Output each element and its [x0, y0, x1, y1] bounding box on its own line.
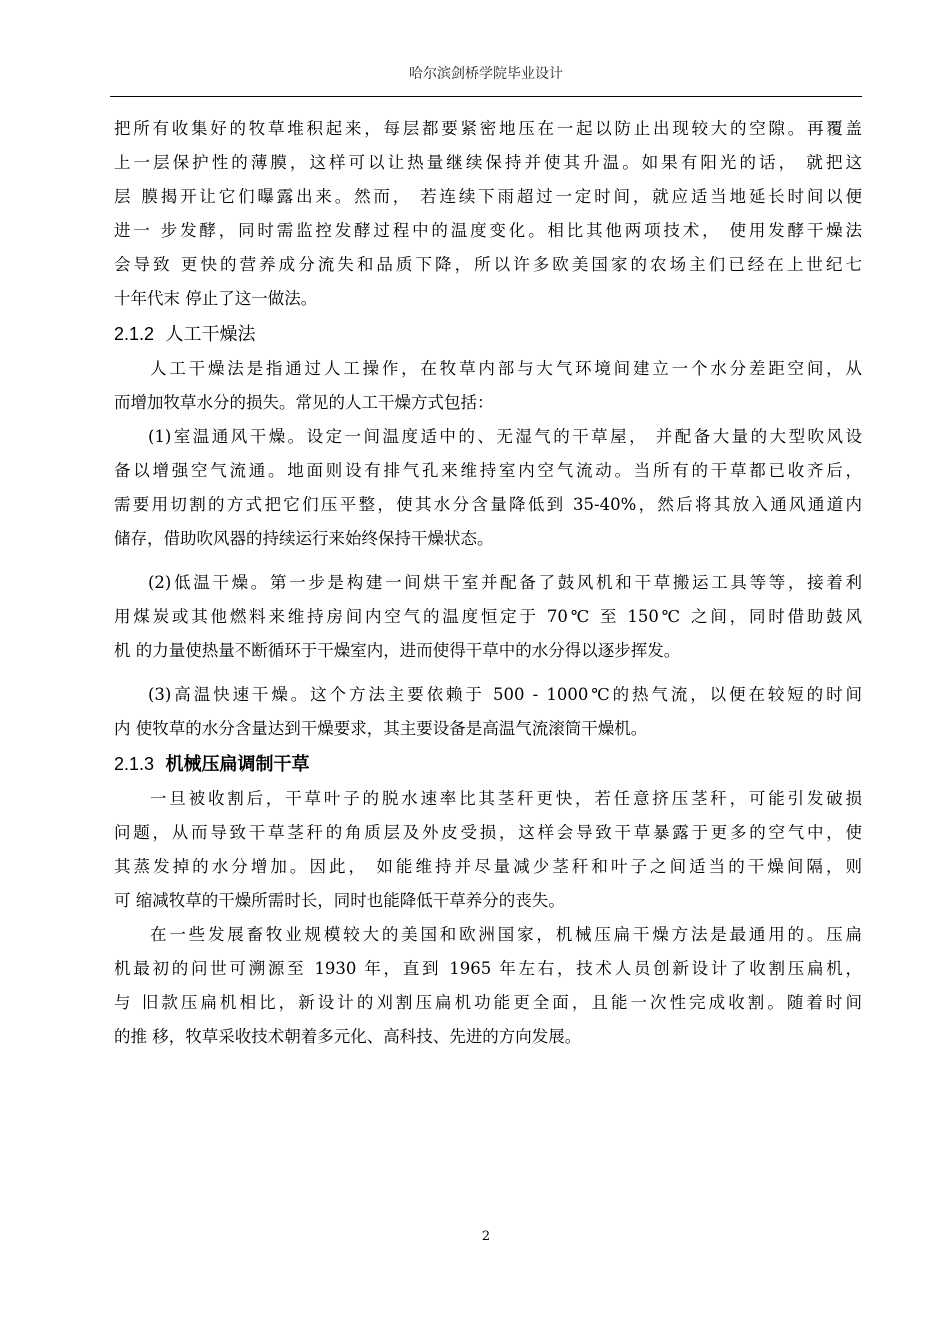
text-line: (3)高温快速干燥。这个方法主要依赖于 500 - 1000℃的热气流，以便在较短的时间 [148, 685, 862, 704]
section-title: 人工干燥法 [165, 324, 256, 345]
list-item-high-temperature [114, 678, 862, 746]
paragraph-crusher-history [114, 918, 862, 1054]
document-body [114, 112, 862, 1054]
page-header: 哈尔滨剑桥学院毕业设计 [409, 66, 563, 82]
text-line: 的推 移，牧草采收技术朝着多元化、高科技、先进的方向发展。 [114, 1027, 582, 1046]
text-line: 备以增强空气流通。地面则设有排气孔来维持室内空气流动。当所有的干草都已收齐后， [114, 461, 862, 480]
text-line: 上一层保护性的薄膜，这样可以让热量继续保持并使其升温。如果有阳光的话， 就把这 [114, 153, 862, 172]
text-line: 层 膜揭开让它们曝露出来。然而， 若连续下雨超过一定时间，就应适当地延长时间以便 [114, 187, 862, 206]
paragraph-fermentation-drying [114, 112, 862, 316]
paragraph-spacer [114, 556, 862, 566]
text-line: 内 使牧草的水分含量达到干燥要求，其主要设备是高温气流滚筒干燥机。 [114, 719, 648, 738]
text-line: 问题，从而导致干草茎秆的角质层及外皮受损，这样会导致干草暴露于更多的空气中，使 [114, 823, 862, 842]
text-line: 需要用切割的方式把它们压平整，使其水分含量降低到 35-40%，然后将其放入通风通道内 [114, 495, 862, 514]
text-line: 可 缩减牧草的干燥所需时长，同时也能降低干草养分的丧失。 [114, 891, 565, 910]
text-line: 机最初的问世可溯源至 1930 年，直到 1965 年左右，技术人员创新设计了收割压扁机， [114, 959, 862, 978]
text-line: (2)低温干燥。第一步是构建一间烘干室并配备了鼓风机和干草搬运工具等等，接着利 [148, 573, 862, 592]
text-line: 在一些发展畜牧业规模较大的美国和欧洲国家，机械压扁干燥方法是最通用的。压扁 [150, 925, 862, 944]
text-line: 人工干燥法是指通过人工操作，在牧草内部与大气环境间建立一个水分差距空间，从 [150, 359, 862, 378]
section-heading-2-1-2 [114, 316, 862, 352]
text-line: 进一 步发酵，同时需监控发酵过程中的温度变化。相比其他两项技术， 使用发酵干燥法 [114, 221, 862, 240]
paragraph-artificial-drying-intro [114, 352, 862, 420]
section-number: 2.1.2 [114, 324, 155, 344]
section-title: 机械压扁调制干草 [165, 754, 310, 775]
paragraph-mechanical-crushing [114, 782, 862, 918]
list-item-low-temperature [114, 566, 862, 668]
text-line: 把所有收集好的牧草堆积起来，每层都要紧密地压在一起以防止出现较大的空隙。再覆盖 [114, 119, 862, 138]
list-item-room-ventilation [114, 420, 862, 556]
text-line: 会导致 更快的营养成分流失和品质下降，所以许多欧美国家的农场主们已经在上世纪七 [114, 255, 862, 274]
text-line: 与 旧款压扁机相比，新设计的刈割压扁机功能更全面，且能一次性完成收割。随着时间 [114, 993, 862, 1012]
text-line: 储存，借助吹风器的持续运行来始终保持干燥状态。 [114, 529, 494, 548]
header-divider [110, 96, 862, 97]
text-line: 十年代末 停止了这一做法。 [114, 289, 318, 308]
text-line: 一旦被收割后，干草叶子的脱水速率比其茎秆更快，若任意挤压茎秆，可能引发破损 [150, 789, 862, 808]
text-line: 其蒸发掉的水分增加。因此， 如能维持并尽量减少茎秆和叶子之间适当的干燥间隔，则 [114, 857, 862, 876]
section-number: 2.1.3 [114, 754, 155, 774]
section-heading-2-1-3 [114, 746, 862, 782]
text-line: (1)室温通风干燥。设定一间温度适中的、无湿气的干草屋， 并配备大量的大型吹风设 [148, 427, 862, 446]
text-line: 机 的力量使热量不断循环于干燥室内，进而使得干草中的水分得以逐步挥发。 [114, 641, 681, 660]
page-number: 2 [481, 1229, 491, 1244]
paragraph-spacer [114, 668, 862, 678]
text-line: 用煤炭或其他燃料来维持房间内空气的温度恒定于 70℃ 至 150℃ 之间，同时借助鼓风 [114, 607, 862, 626]
text-line: 而增加牧草水分的损失。常见的人工干燥方式包括： [114, 393, 494, 412]
